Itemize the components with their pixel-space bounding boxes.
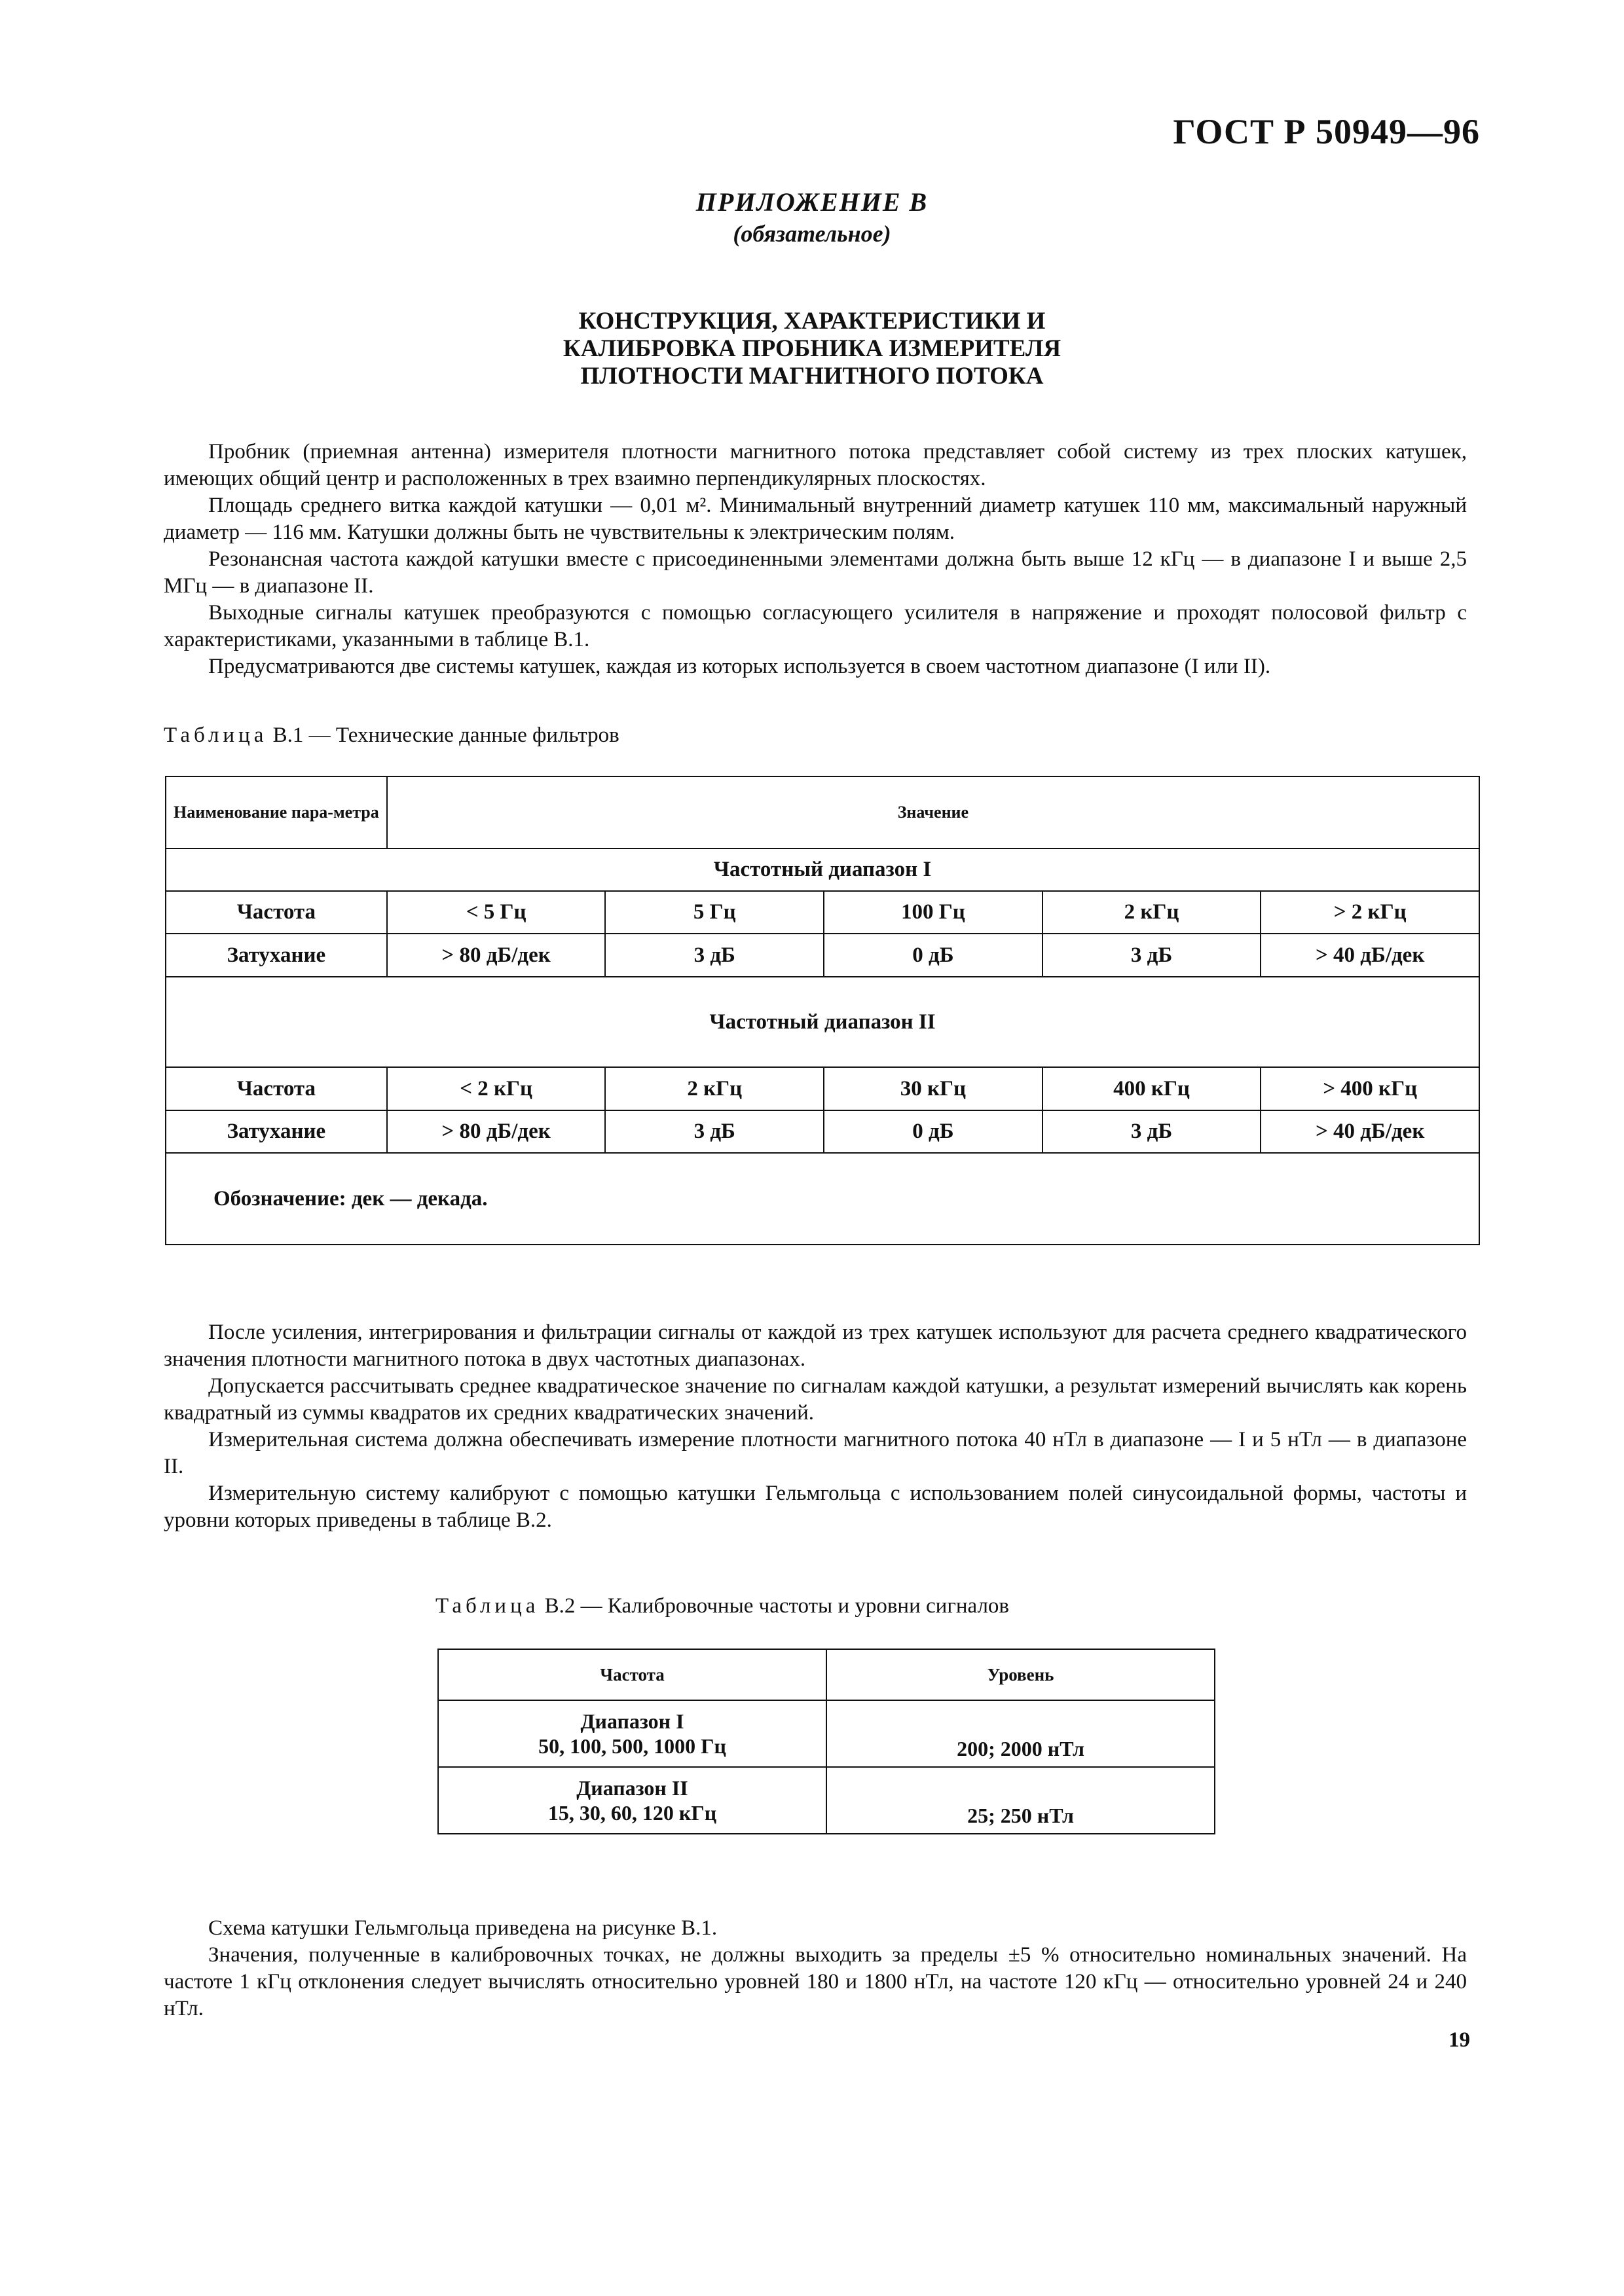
table1-caption-text: В.1 — Технические данные фильтров (267, 723, 619, 747)
range-title-row (166, 977, 1479, 1067)
level-cell: 25; 250 нТл (826, 1767, 1215, 1834)
table-cell: 400 кГц (1043, 1067, 1261, 1110)
table-row (166, 1110, 1479, 1153)
row-label: Затухание (166, 1110, 387, 1153)
header-parameter: Наименование пара-метра (166, 776, 387, 848)
table-cell: 3 дБ (605, 1110, 824, 1153)
table2-caption (435, 1594, 1009, 1618)
table-header-row (166, 776, 1479, 848)
paragraph: После усиления, интегрирования и фильтрации сигналы от каждой из трех катушек используют для расчета среднего квадратического значения плотности магнитного потока в двух частотных диапазонах. (164, 1321, 1467, 1371)
section-title-line: ПЛОТНОСТИ МАГНИТНОГО ПОТОКА (580, 363, 1044, 390)
table-cell: > 80 дБ/дек (387, 1110, 606, 1153)
appendix-status: (обязательное) (733, 221, 891, 247)
paragraph: Пробник (приемная антенна) измерителя плотности магнитного потока представляет собой систему из трех плоских катушек, имеющих общий центр и расположенных в трех взаимно перпендикулярных плоскостях. (164, 440, 1467, 490)
page-number: 19 (1449, 2028, 1470, 2052)
table-note-row (166, 1153, 1479, 1245)
range-name: Диапазон II (576, 1776, 688, 1800)
table-cell: 5 Гц (605, 891, 824, 934)
table-header-row (438, 1649, 1215, 1700)
calibration-text (164, 1915, 1467, 2022)
range1-title: Частотный диапазон I (166, 848, 1479, 891)
table-row (438, 1700, 1215, 1767)
header-level: Уровень (826, 1649, 1215, 1700)
processing-text (164, 1319, 1467, 1534)
table-cell: 0 дБ (824, 1110, 1043, 1153)
frequency-cell (438, 1767, 826, 1834)
standard-code: ГОСТ Р 50949—96 (1173, 112, 1480, 151)
table-cell: > 40 дБ/дек (1261, 934, 1479, 977)
table-cell: 3 дБ (1043, 1110, 1261, 1153)
appendix-title: ПРИЛОЖЕНИЕ В (695, 187, 929, 217)
table-row (166, 934, 1479, 977)
range-name: Диапазон I (580, 1709, 684, 1733)
table-cell: > 400 кГц (1261, 1067, 1479, 1110)
row-label: Затухание (166, 934, 387, 977)
paragraph: Резонансная частота каждой катушки вместе с присоединенными элементами должна быть выше 12 кГц — в диапазоне I и выше 2,5 МГц — в диапазоне II. (164, 547, 1467, 598)
paragraph: Схема катушки Гельмгольца приведена на рисунке В.1. (208, 1916, 718, 1940)
frequency-cell (438, 1700, 826, 1767)
paragraph: Допускается рассчитывать среднее квадратическое значение по сигналам каждой катушки, а результат измерений вычислять как корень квадратный из суммы квадратов их средних квадратических значений. (164, 1374, 1467, 1425)
section-title-line: КАЛИБРОВКА ПРОБНИКА ИЗМЕРИТЕЛЯ (563, 335, 1061, 362)
table-cell: > 80 дБ/дек (387, 934, 606, 977)
row-label: Частота (166, 891, 387, 934)
table-cell: < 2 кГц (387, 1067, 606, 1110)
table-cell: 3 дБ (1043, 934, 1261, 977)
range-frequencies: 50, 100, 500, 1000 Гц (538, 1734, 726, 1758)
table2-caption-word: Таблица (435, 1594, 540, 1618)
table-row (438, 1767, 1215, 1834)
table1-caption-word: Таблица (164, 723, 268, 747)
header-value: Значение (387, 776, 1479, 848)
paragraph: Измерительную систему калибруют с помощью катушки Гельмгольца с использованием полей синусоидальной формы, частоты и уровни которых приведены в таблице В.2. (164, 1482, 1467, 1532)
row-label: Частота (166, 1067, 387, 1110)
table-row (166, 891, 1479, 934)
level-cell: 200; 2000 нТл (826, 1700, 1215, 1767)
section-title-line: КОНСТРУКЦИЯ, ХАРАКТЕРИСТИКИ И (578, 308, 1046, 335)
appendix-heading (0, 187, 1624, 247)
table-cell: 0 дБ (824, 934, 1043, 977)
table-cell: > 40 дБ/дек (1261, 1110, 1479, 1153)
table-cell: 2 кГц (605, 1067, 824, 1110)
table-cell: < 5 Гц (387, 891, 606, 934)
table-note: Обозначение: дек — декада. (166, 1153, 1479, 1245)
paragraph: Выходные сигналы катушек преобразуются с помощью согласующего усилителя в напряжение и проходят полосовой фильтр с характеристиками, указанными в таблице В.1. (164, 601, 1467, 651)
range2-title: Частотный диапазон II (166, 977, 1479, 1067)
paragraph: Измерительная система должна обеспечивать измерение плотности магнитного потока 40 нТл в диапазоне — I и 5 нТл — в диапазоне II. (164, 1428, 1467, 1478)
table-cell: 30 кГц (824, 1067, 1043, 1110)
table-row (166, 1067, 1479, 1110)
table-cell: 100 Гц (824, 891, 1043, 934)
table-cell: 2 кГц (1043, 891, 1261, 934)
range-frequencies: 15, 30, 60, 120 кГц (547, 1801, 717, 1825)
paragraph: Предусматриваются две системы катушек, каждая из которых используется в своем частотном диапазоне (I или II). (208, 655, 1271, 678)
table-cell: > 2 кГц (1261, 891, 1479, 934)
table1-caption (164, 723, 619, 748)
range-title-row (166, 848, 1479, 891)
table-cell: 3 дБ (605, 934, 824, 977)
paragraph: Значения, полученные в калибровочных точках, не должны выходить за пределы ±5 % относительно номинальных значений. На частоте 1 кГц отклонения следует вычислять относительно уровней 180 и 1800 нТл, на частоте 120 кГц — относительно уровней 24 и 240 нТл. (164, 1943, 1467, 2020)
paragraph: Площадь среднего витка каждой катушки — 0,01 м². Минимальный внутренний диаметр катушек 110 мм, максимальный наружный диаметр — 116 мм. Катушки должны быть не чувствительны к электрическим полям. (164, 494, 1467, 544)
header-frequency: Частота (438, 1649, 826, 1700)
section-title (0, 308, 1624, 390)
calibration-table (437, 1649, 1215, 1834)
table2-caption-text: В.2 — Калибровочные частоты и уровни сигналов (539, 1594, 1009, 1618)
intro-text (164, 439, 1467, 680)
filters-table (165, 776, 1480, 1245)
